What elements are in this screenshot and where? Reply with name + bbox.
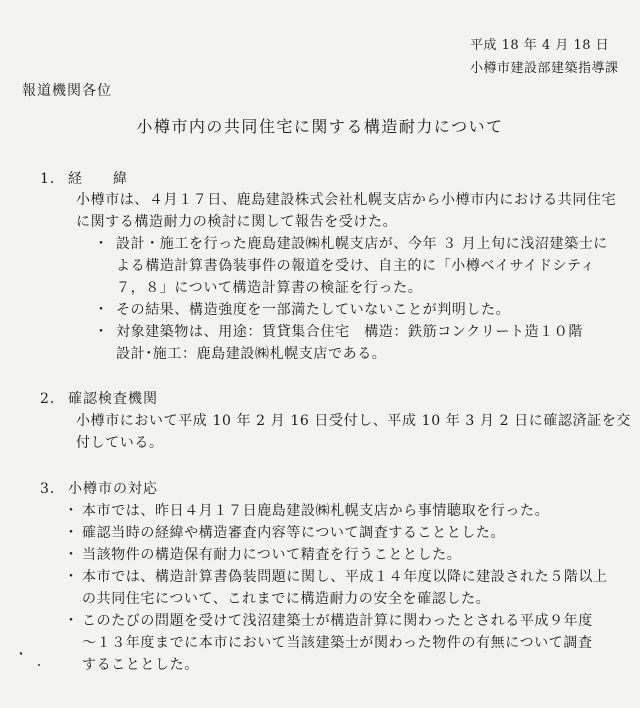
list-item — [116, 233, 608, 299]
list-item — [82, 544, 461, 566]
section-2-paragraph — [76, 410, 631, 454]
list-item-line: ７，８」について構造計算書の検証を行った。 — [116, 280, 423, 296]
paragraph-line: 小樽市は、４月１７日、鹿島建設株式会社札幌支店から小樽市内における共同住宅 — [76, 192, 617, 208]
list-item — [82, 522, 505, 544]
paragraph-line: 小樽市において平成 10 年 2 月 16 日受付し、平成 10 年 3 月 2 日に確認済証を交 — [76, 413, 631, 429]
section-heading-3 — [40, 478, 158, 498]
section-heading-1 — [40, 168, 128, 188]
section-title: 確認検査機関 — [68, 391, 158, 407]
bullet-marker: ・ — [64, 547, 78, 563]
list-item — [82, 610, 593, 676]
paragraph-line: に関する構造耐力の検討に関して報告を受けた。 — [76, 214, 398, 230]
list-item-line: 確認当時の経緯や構造審査内容等について調査することとした。 — [82, 525, 506, 541]
list-item — [82, 500, 549, 522]
section-number: 1． — [40, 171, 65, 187]
bullet-marker: ・ — [94, 236, 108, 252]
list-item-line: 本市では、構造計算書偽装問題に関し、平成１４年度以降に建設された５階以上 — [82, 569, 608, 585]
paragraph-line: 付している。 — [76, 435, 164, 451]
section-1-paragraph — [76, 189, 616, 233]
recipient-line: 報道機関各位 — [22, 83, 112, 99]
list-item — [116, 321, 583, 365]
scan-speck — [19, 652, 22, 656]
section-number: 3． — [40, 481, 65, 497]
section-heading-2 — [40, 388, 158, 408]
list-item-line: 設計・施工を行った鹿島建設㈱札幌支店が、今年 ３ 月上旬に浅沼建築士に — [116, 236, 608, 252]
bullet-marker: ・ — [64, 613, 78, 629]
list-item-line: 設計･施工：鹿島建設㈱札幌支店である。 — [116, 346, 387, 362]
bullet-marker: ・ — [64, 569, 78, 585]
list-item-line: このたびの問題を受けて浅沼建築士が構造計算に関わったとされる平成９年度 — [82, 613, 593, 629]
list-item-line: 対象建築物は、用途：賃貸集合住宅 構造：鉄筋コンクリート造１０階 — [116, 324, 583, 340]
scan-speck — [38, 664, 40, 666]
list-item-line: 当該物件の構造保有耐力について精査を行うこととした。 — [82, 547, 462, 563]
section-title: 経 緯 — [68, 171, 128, 187]
document-title: 小樽市内の共同住宅に関する構造耐力について — [136, 117, 504, 136]
section-title: 小樽市の対応 — [68, 481, 158, 497]
list-item-line: よる構造計算書偽装事件の報道を受け、自主的に「小樽ベイサイドシティ — [116, 258, 596, 274]
bullet-marker: ・ — [64, 525, 78, 541]
list-item-line: の共同住宅について、これまでに構造耐力の安全を確認した。 — [82, 591, 491, 607]
list-item-line: ～１３年度までに本市において当該建築士が関わった物件の有無について調査 — [82, 635, 593, 651]
issuing-department: 小樽市建設部建築指導課 — [470, 61, 619, 76]
bullet-marker: ・ — [94, 302, 108, 318]
list-item-line: することとした。 — [82, 657, 199, 673]
bullet-marker: ・ — [94, 324, 108, 340]
document-date: 平成 18 年 4 月 18 日 — [470, 38, 610, 53]
list-item-line: 本市では、昨日４月１７日鹿島建設㈱札幌支店から事情聴取を行った。 — [82, 503, 550, 519]
section-number: 2． — [40, 391, 65, 407]
list-item-line: その結果、構造強度を一部満たしていないことが判明した。 — [116, 302, 511, 318]
list-item — [116, 299, 510, 321]
list-item — [82, 566, 608, 610]
bullet-marker: ・ — [64, 503, 78, 519]
